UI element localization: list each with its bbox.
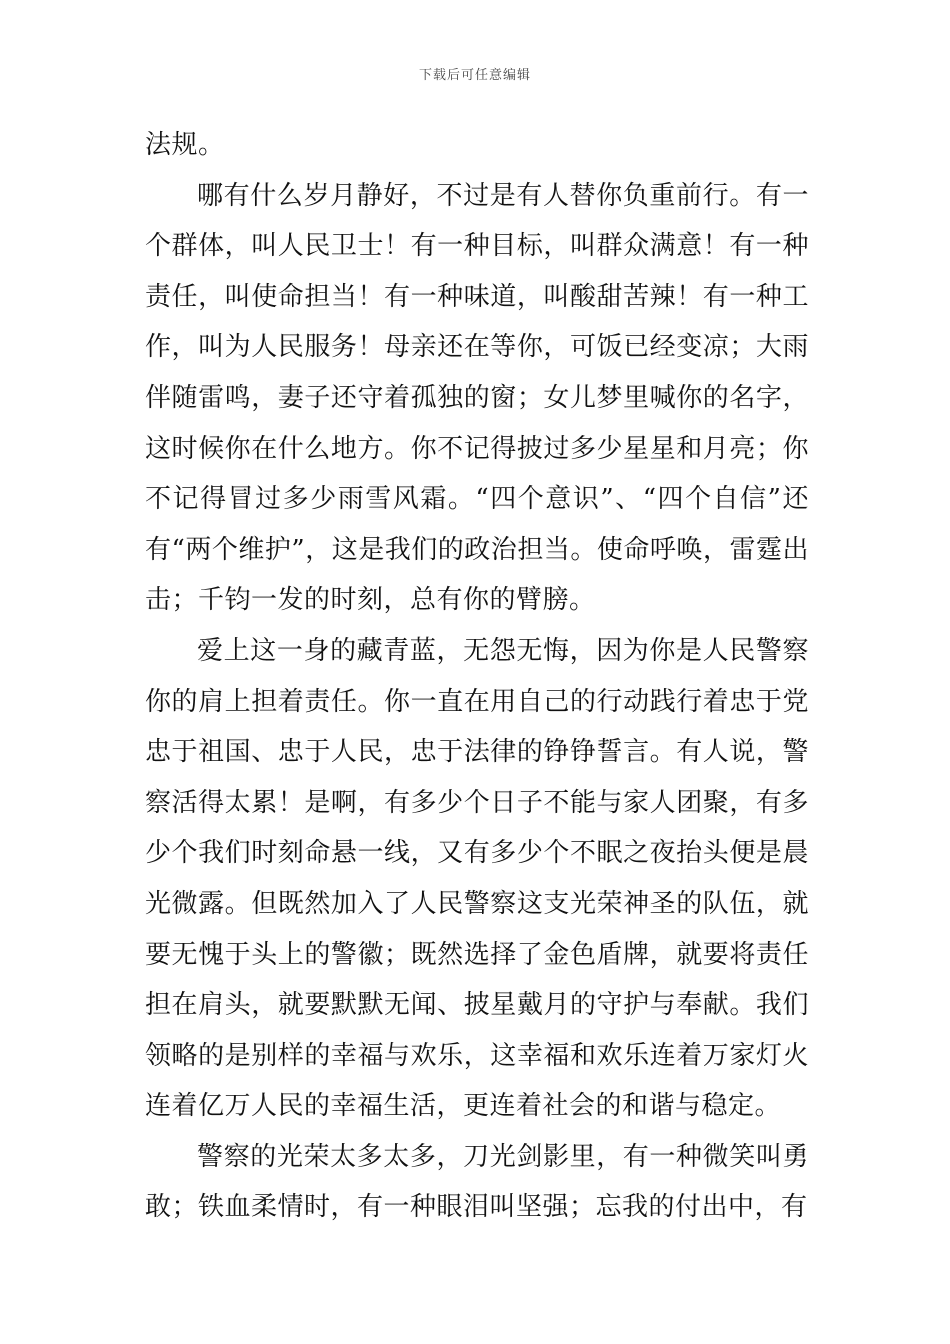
paragraph: 警察的光荣太多太多，刀光剑影里，有一种微笑叫勇敢；铁血柔情时，有一种眼泪叫坚强；忘我的付出中，有 <box>145 1141 809 1223</box>
paragraph: 哪有什么岁月静好，不过是有人替你负重前行。有一个群体，叫人民卫士！有一种目标，叫群众满意！有一种责任，叫使命担当！有一种味道，叫酸甜苦辣！有一种工作，叫为人民服务！母亲还在等你，可饭已经变凉；大雨伴随雷鸣，妻子还守着孤独的窗；女儿梦里喊你的名字，这时候你在什么地方。你不记得披过多少星星和月亮；你不记得冒过多少雨雪风霜。“四个意识”、“四个自信”还有“两个维护”，这是我们的政治担当。使命呼唤，雷霆出击；千钧一发的时刻，总有你的臂膀。 <box>145 180 809 616</box>
document-body <box>145 120 809 1233</box>
page-header: 下载后可任意编辑 <box>418 68 531 83</box>
paragraph-continuation: 法规。 <box>145 130 225 160</box>
paragraph: 爱上这一身的藏青蓝，无怨无悔，因为你是人民警察你的肩上担着责任。你一直在用自己的行动践行着忠于党忠于祖国、忠于人民，忠于法律的铮铮誓言。有人说，警察活得太累！是啊，有多少个日子不能与家人团聚，有多少个我们时刻命悬一线，又有多少个不眠之夜抬头便是晨光微露。但既然加入了人民警察这支光荣神圣的队伍，就要无愧于头上的警徽；既然选择了金色盾牌，就要将责任担在肩头，就要默默无闻、披星戴月的守护与奉献。我们领略的是别样的幸福与欢乐，这幸福和欢乐连着万家灯火连着亿万人民的幸福生活，更连着社会的和谐与稳定。 <box>145 635 809 1122</box>
